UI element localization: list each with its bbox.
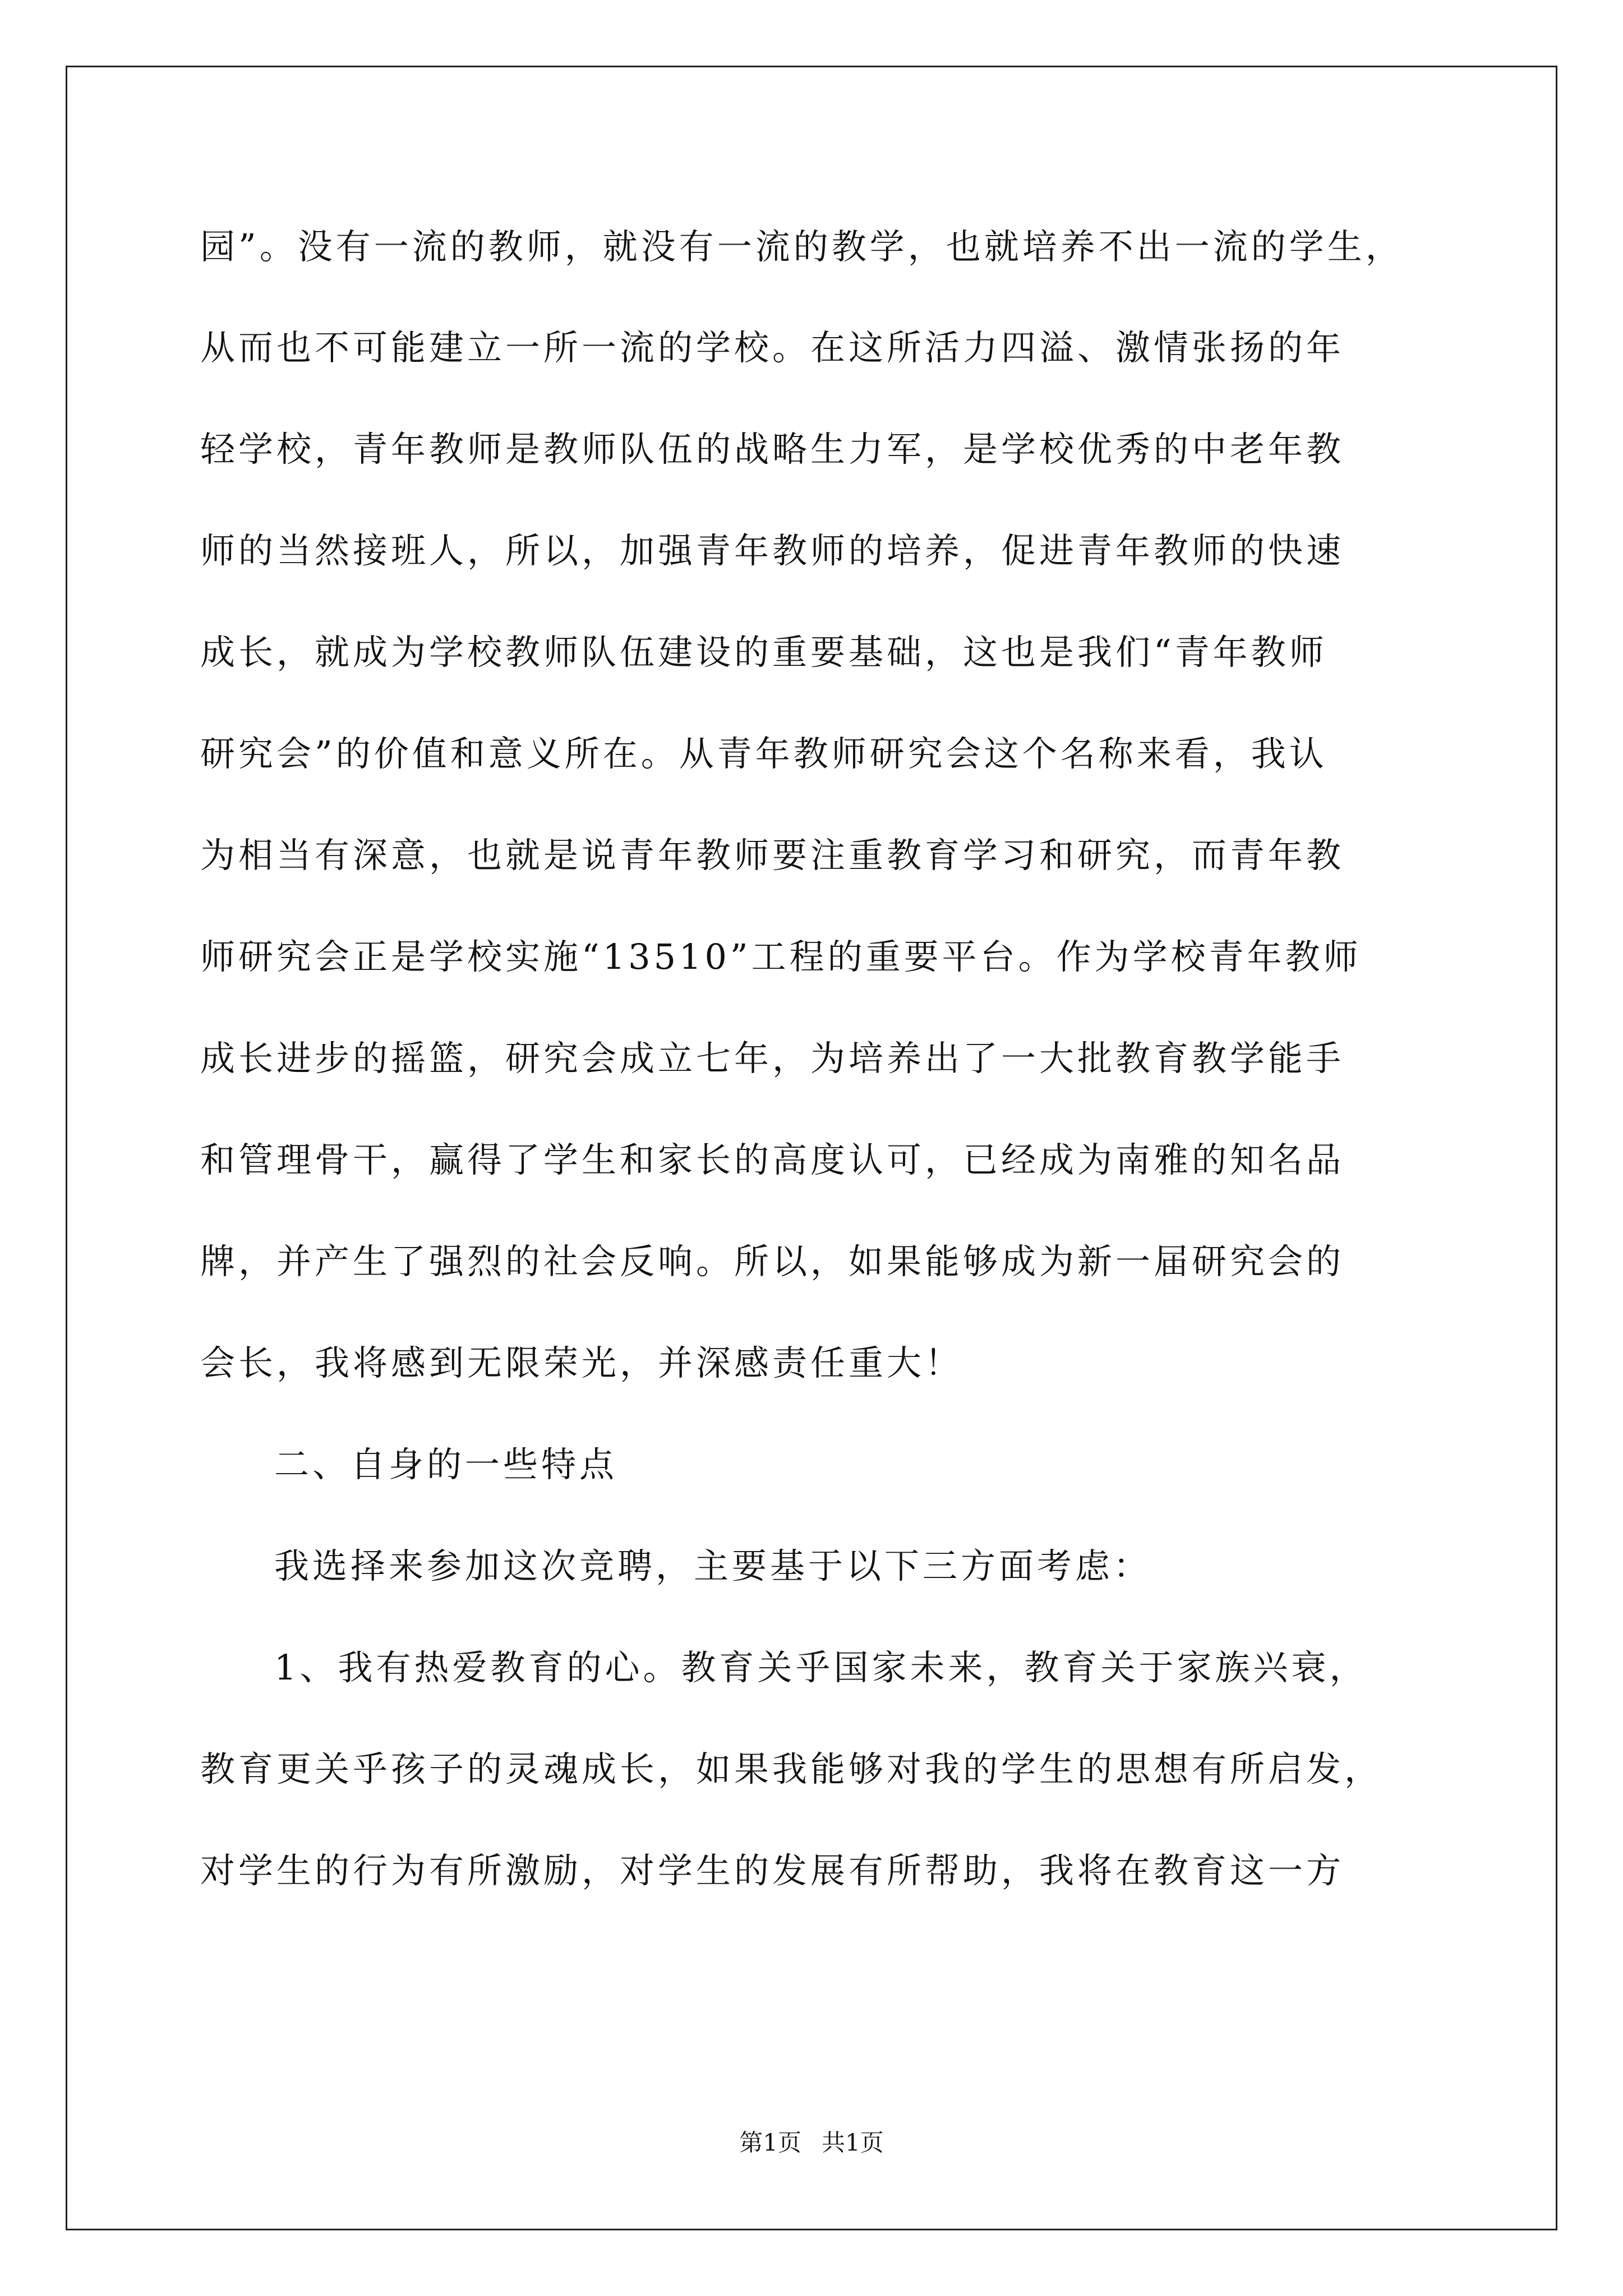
section-heading: 二、自身的一些特点 — [274, 1444, 618, 1485]
page-total: 共1页 — [822, 2129, 884, 2156]
text-line: 我选择来参加这次竞聘，主要基于以下三方面考虑： — [274, 1545, 1152, 1586]
text-line: 研究会”的价值和意义所在。从青年教师研究会这个名称来看，我认 — [200, 733, 1327, 774]
text-line: 对学生的行为有所激励，对学生的发展有所帮助，我将在教育这一方 — [200, 1850, 1345, 1891]
text-line: 园”。没有一流的教师，就没有一流的教学，也就培养不出一流的学生， — [200, 226, 1404, 267]
text-line: 成长，就成为学校教师队伍建设的重要基础，这也是我们“青年教师 — [200, 632, 1327, 673]
text-line: 牌，并产生了强烈的社会反响。所以，如果能够成为新一届研究会的 — [200, 1241, 1345, 1282]
page-footer — [0, 2126, 1623, 2160]
text-line: 师的当然接班人，所以，加强青年教师的培养，促进青年教师的快速 — [200, 530, 1345, 571]
text-line: 会长，我将感到无限荣光，并深感责任重大！ — [200, 1342, 963, 1383]
text-line: 教育更关乎孩子的灵魂成长，如果我能够对我的学生的思想有所启发， — [200, 1749, 1383, 1789]
page-number: 第1页 — [739, 2129, 801, 2156]
text-line: 轻学校，青年教师是教师队伍的战略生力军，是学校优秀的中老年教 — [200, 429, 1345, 470]
text-line: 师研究会正是学校实施“13510”工程的重要平台。作为学校青年教师 — [200, 936, 1362, 977]
text-line: 1、我有热爱教育的心。教育关乎国家未来，教育关于家族兴衰， — [274, 1647, 1368, 1688]
text-line: 和管理骨干，赢得了学生和家长的高度认可，已经成为南雅的知名品 — [200, 1139, 1345, 1180]
text-line: 从而也不可能建立一所一流的学校。在这所活力四溢、激情张扬的年 — [200, 327, 1345, 368]
text-line: 成长进步的摇篮，研究会成立七年，为培养出了一大批教育教学能手 — [200, 1038, 1345, 1079]
text-line: 为相当有深意，也就是说青年教师要注重教育学习和研究，而青年教 — [200, 835, 1345, 876]
